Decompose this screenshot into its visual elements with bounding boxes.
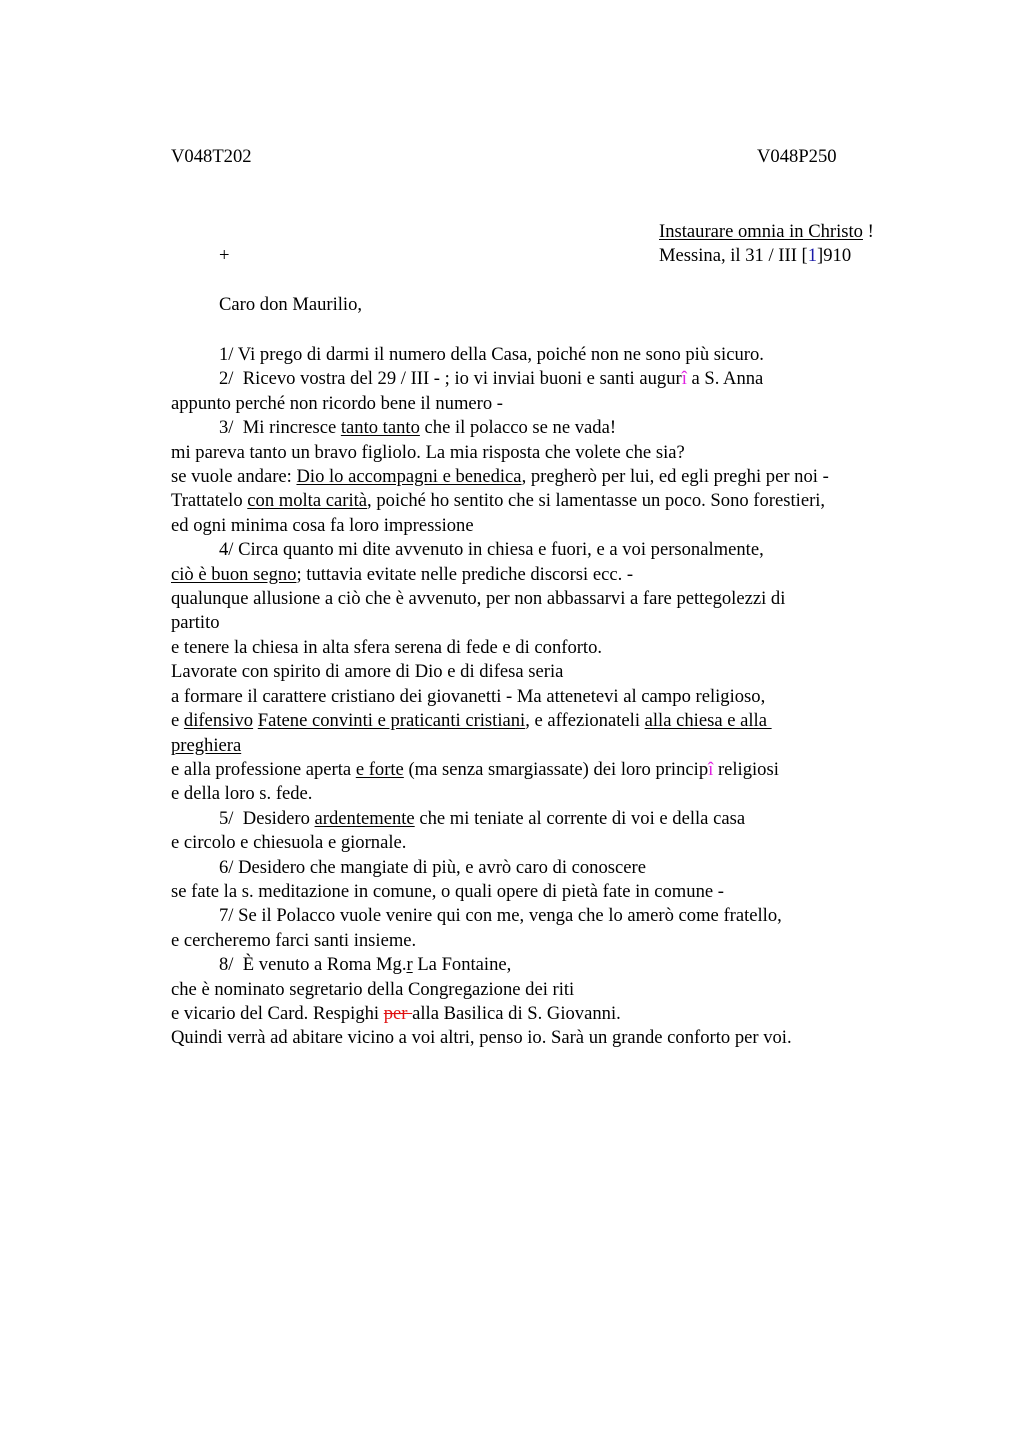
text-run: e	[171, 710, 184, 732]
paragraph-7: 7/ Se il Polacco vuole venire qui con me, venga che lo amerò come fratello,	[219, 905, 782, 927]
text-run: , pregherò per lui, ed egli preghi per noi -	[521, 466, 829, 488]
paragraph-6: 6/ Desidero che mangiate di più, e avrò caro di conoscere	[219, 856, 646, 878]
text-run: (ma senza smargiassate) dei loro princip	[403, 758, 709, 780]
paragraph-2	[171, 367, 911, 391]
underlined-text: Dio lo accompagni e benedica	[296, 466, 522, 488]
cross-symbol: +	[219, 245, 230, 266]
text-line: e tenere la chiesa in alta sfera serena di fede e di conforto.	[171, 636, 603, 658]
text-line	[171, 563, 911, 587]
paragraph-5	[171, 807, 911, 831]
text-run: e vicario del Card. Respighi	[171, 1002, 384, 1024]
text-line: e cercheremo farci santi insieme.	[171, 929, 417, 951]
text-line: ed ogni minima cosa fa loro impressione	[171, 514, 474, 536]
motto-text: Instaurare omnia in Christo	[659, 221, 863, 242]
text-run: a S. Anna	[686, 368, 764, 390]
text-run: alla Basilica di S. Giovanni.	[412, 1002, 621, 1024]
text-run: che mi teniate al corrente di voi e della casa	[414, 807, 746, 829]
text-run: ; tuttavia evitate nelle prediche discorsi ecc. -	[296, 563, 634, 585]
underlined-text: Fatene convinti e praticanti cristiani	[257, 710, 526, 732]
editorial-accent-mark: î	[708, 758, 714, 780]
underlined-text: ciò è buon segno	[171, 563, 297, 585]
editorial-bracket-digit: 1	[807, 245, 818, 266]
document-id-left: V048T202	[171, 146, 252, 167]
deleted-text: per	[383, 1002, 413, 1024]
text-line	[171, 709, 911, 733]
text-line: mi pareva tanto un bravo figliolo. La mia risposta che volete che sia?	[171, 441, 685, 463]
text-line: partito	[171, 612, 220, 634]
text-line: Quindi verrà ad abitare vicino a voi altri, penso io. Sarà un grande conforto per voi.	[171, 1027, 792, 1049]
text-run: 5/ Desidero	[219, 807, 315, 829]
paragraph-1: 1/ Vi prego di darmi il numero della Casa, poiché non ne sono più sicuro.	[219, 344, 764, 365]
underlined-text: ardentemente	[314, 807, 415, 829]
text-run: 3/ Mi rincresce	[219, 417, 341, 439]
text-run: e alla professione aperta	[171, 758, 356, 780]
text-line: Lavorate con spirito di amore di Dio e di difesa seria	[171, 661, 564, 683]
paragraph-8	[171, 953, 911, 977]
salutation: Caro don Maurilio,	[219, 294, 363, 315]
paragraph-3	[171, 416, 911, 440]
underlined-text: con molta carità	[247, 490, 368, 512]
motto-exclamation: !	[862, 221, 874, 242]
text-line	[171, 465, 911, 489]
underlined-text: r	[406, 954, 413, 976]
text-line	[171, 734, 911, 758]
underlined-text: alla chiesa e alla	[644, 710, 772, 732]
text-run: 2/ Ricevo vostra del 29 / III - ; io vi inviai buoni e santi augur	[219, 368, 682, 390]
motto	[659, 221, 874, 243]
text-run: se vuole andare:	[171, 466, 297, 488]
paragraph-4: 4/ Circa quanto mi dite avvenuto in chiesa e fuori, e a voi personalmente,	[219, 539, 764, 561]
text-line	[171, 758, 911, 782]
text-run: , e affezionateli	[525, 710, 645, 732]
dateline	[659, 245, 851, 267]
dateline-prefix: Messina, il 31 / III [	[659, 245, 808, 266]
editorial-accent-mark: î	[681, 368, 687, 390]
text-line: e circolo e chiesuola e giornale.	[171, 832, 407, 854]
text-line: se fate la s. meditazione in comune, o quali opere di pietà fate in comune -	[171, 880, 724, 902]
text-run: 8/ È venuto a Roma Mg.	[219, 954, 407, 976]
underlined-text: e forte	[355, 758, 404, 780]
text-line: appunto perché non ricordo bene il numero -	[171, 392, 503, 414]
text-run: La Fontaine,	[412, 954, 512, 976]
text-line: a formare il carattere cristiano dei giovanetti - Ma attenetevi al campo religioso,	[171, 685, 766, 707]
page-id-right: V048P250	[757, 146, 837, 167]
dateline-year: ]910	[817, 245, 852, 266]
underlined-text: difensivo	[183, 710, 254, 732]
text-line: e della loro s. fede.	[171, 783, 313, 805]
text-line: qualunque allusione a ciò che è avvenuto, per non abbassarvi a fare pettegolezzi di	[171, 588, 786, 610]
text-run: religiosi	[713, 758, 779, 780]
text-line	[171, 489, 911, 513]
underlined-text: preghiera	[171, 734, 242, 756]
text-run: Trattatelo	[171, 490, 248, 512]
underlined-text: tanto tanto	[340, 417, 420, 439]
text-run: che il polacco se ne vada!	[419, 417, 617, 439]
letter-body	[171, 343, 911, 1051]
text-line: che è nominato segretario della Congregazione dei riti	[171, 978, 575, 1000]
text-line	[171, 1002, 911, 1026]
text-run: , poiché ho sentito che si lamentasse un poco. Sono forestieri,	[367, 490, 826, 512]
